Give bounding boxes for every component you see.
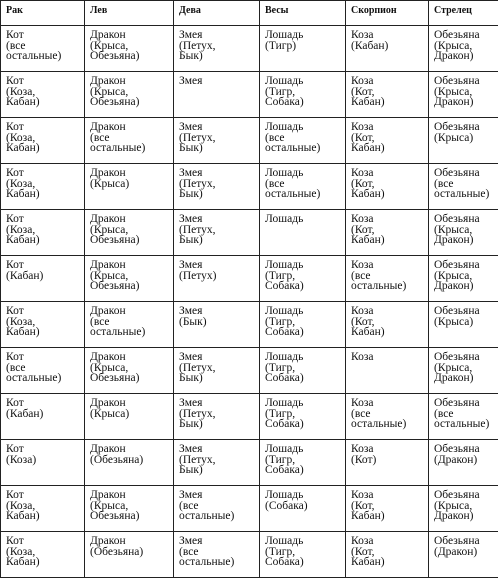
table-cell: Лошадь (все остальные) <box>260 118 346 164</box>
table-cell: Обезьяна (Дракон) <box>429 532 498 578</box>
table-cell: Кот (все остальные) <box>1 26 85 72</box>
table-cell: Лошадь (все остальные) <box>260 164 346 210</box>
table-cell: Коза (все остальные) <box>346 256 429 302</box>
table-cell: Дракон (Крыса, Обезьяна) <box>85 26 174 72</box>
table-cell: Змея (Петух, Бык) <box>174 118 260 164</box>
column-header-vesy: Весы <box>260 1 346 26</box>
table-row <box>1 26 498 72</box>
table-cell: Коза (Кот, Кабан) <box>346 532 429 578</box>
table-row <box>1 72 498 118</box>
table-cell: Змея <box>174 72 260 118</box>
table-cell: Змея (Петух, Бык) <box>174 26 260 72</box>
table-cell: Дракон (Крыса, Обезьяна) <box>85 72 174 118</box>
table-cell: Лошадь (Тигр, Собака) <box>260 256 346 302</box>
column-header-strelets: Стрелец <box>429 1 498 26</box>
table-cell: Кот (Коза, Кабан) <box>1 118 85 164</box>
table-cell: Дракон (Крыса) <box>85 164 174 210</box>
table-cell: Лошадь (Тигр, Собака) <box>260 532 346 578</box>
table-cell: Обезьяна (Крыса, Дракон) <box>429 256 498 302</box>
table-cell: Коза (все остальные) <box>346 394 429 440</box>
table-cell: Коза (Кабан) <box>346 26 429 72</box>
table-cell: Обезьяна (Крыса, Дракон) <box>429 72 498 118</box>
table-cell: Дракон (Обезьяна) <box>85 440 174 486</box>
table-cell: Кот (Коза, Кабан) <box>1 302 85 348</box>
table-cell: Лошадь (Тигр, Собака) <box>260 72 346 118</box>
table-row <box>1 394 498 440</box>
table-row <box>1 532 498 578</box>
table-cell: Коза (Кот, Кабан) <box>346 486 429 532</box>
table-cell: Змея (Петух, Бык) <box>174 164 260 210</box>
table-cell: Змея (все остальные) <box>174 532 260 578</box>
table-cell: Дракон (все остальные) <box>85 118 174 164</box>
table-cell: Дракон (Крыса, Обезьяна) <box>85 486 174 532</box>
column-header-lev: Лев <box>85 1 174 26</box>
table-cell: Лошадь (Тигр, Собака) <box>260 440 346 486</box>
table-cell: Обезьяна (Крыса, Дракон) <box>429 210 498 256</box>
table-cell: Обезьяна (Крыса, Дракон) <box>429 26 498 72</box>
table-cell: Обезьяна (Крыса) <box>429 118 498 164</box>
table-cell: Лошадь (Тигр, Собака) <box>260 348 346 394</box>
table-cell: Змея (Петух, Бык) <box>174 348 260 394</box>
table-cell: Кот (Кабан) <box>1 394 85 440</box>
table-cell: Змея (все остальные) <box>174 486 260 532</box>
table-row <box>1 256 498 302</box>
table-cell: Лошадь (Тигр, Собака) <box>260 302 346 348</box>
table-cell: Обезьяна (Крыса, Дракон) <box>429 486 498 532</box>
table-cell: Коза (Кот, Кабан) <box>346 164 429 210</box>
table-cell: Дракон (Крыса, Обезьяна) <box>85 256 174 302</box>
table-row <box>1 164 498 210</box>
table-cell: Кот (Коза, Кабан) <box>1 164 85 210</box>
table-row <box>1 302 498 348</box>
table-cell: Дракон (Обезьяна) <box>85 532 174 578</box>
table-cell: Обезьяна (Крыса) <box>429 302 498 348</box>
table-cell: Змея (Петух, Бык) <box>174 394 260 440</box>
table-cell: Змея (Бык) <box>174 302 260 348</box>
table-cell: Кот (Коза, Кабан) <box>1 532 85 578</box>
table-cell: Змея (Петух, Бык) <box>174 210 260 256</box>
table-row <box>1 118 498 164</box>
table-cell: Дракон (Крыса, Обезьяна) <box>85 348 174 394</box>
table-cell: Обезьяна (все остальные) <box>429 394 498 440</box>
table-cell: Лошадь (Собака) <box>260 486 346 532</box>
table-cell: Коза (Кот, Кабан) <box>346 72 429 118</box>
column-header-rak: Рак <box>1 1 85 26</box>
table-cell: Лошадь (Тигр) <box>260 26 346 72</box>
table-cell: Кот (Коза) <box>1 440 85 486</box>
table-cell: Кот (Коза, Кабан) <box>1 72 85 118</box>
table-row <box>1 348 498 394</box>
table-header-row <box>1 1 498 26</box>
table-row <box>1 210 498 256</box>
table-cell: Лошадь (Тигр, Собака) <box>260 394 346 440</box>
table-cell: Коза (Кот, Кабан) <box>346 302 429 348</box>
table-cell: Обезьяна (Дракон) <box>429 440 498 486</box>
table-cell: Обезьяна (Крыса, Дракон) <box>429 348 498 394</box>
table-cell: Кот (Коза, Кабан) <box>1 486 85 532</box>
table-cell: Дракон (Крыса) <box>85 394 174 440</box>
table-cell: Коза (Кот, Кабан) <box>346 118 429 164</box>
table-cell: Змея (Петух, Бык) <box>174 440 260 486</box>
column-header-deva: Дева <box>174 1 260 26</box>
table-cell: Змея (Петух) <box>174 256 260 302</box>
table-cell: Обезьяна (все остальные) <box>429 164 498 210</box>
table-cell: Коза (Кот, Кабан) <box>346 210 429 256</box>
table-cell: Кот (Кабан) <box>1 256 85 302</box>
table-cell: Коза <box>346 348 429 394</box>
column-header-skorpion: Скорпион <box>346 1 429 26</box>
table-cell: Коза (Кот) <box>346 440 429 486</box>
table-cell: Кот (Коза, Кабан) <box>1 210 85 256</box>
table-cell: Дракон (Крыса, Обезьяна) <box>85 210 174 256</box>
table-cell: Дракон (все остальные) <box>85 302 174 348</box>
table-cell: Лошадь <box>260 210 346 256</box>
table-row <box>1 486 498 532</box>
table-row <box>1 440 498 486</box>
table-cell: Кот (все остальные) <box>1 348 85 394</box>
